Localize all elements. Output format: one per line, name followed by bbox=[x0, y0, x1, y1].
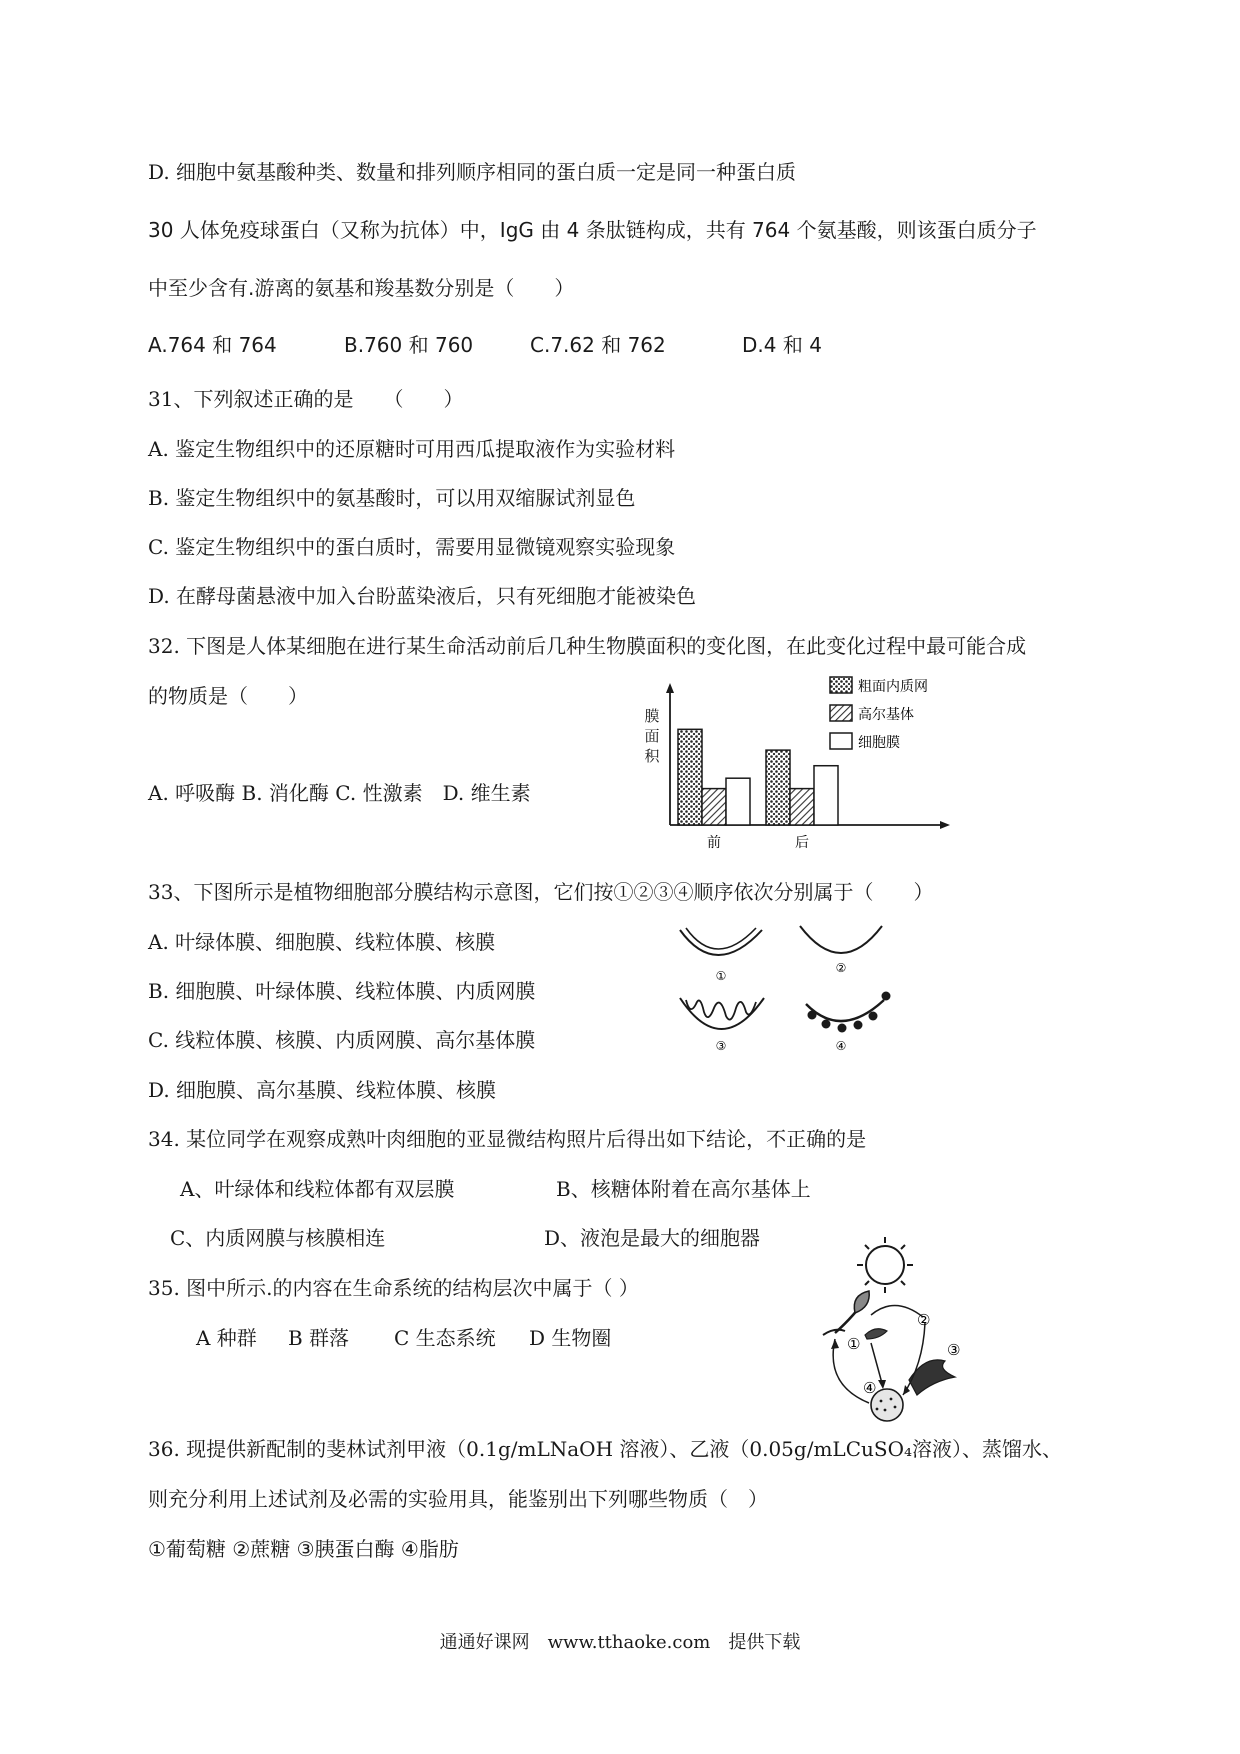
q35-stem: 35. 图中所示.的内容在生命系统的结构层次中属于（ ） bbox=[148, 1276, 639, 1300]
q34-option-c: C、内质网膜与核膜相连 bbox=[170, 1226, 386, 1250]
legend-swatch-3 bbox=[830, 733, 852, 749]
membrane-2-label: ② bbox=[835, 961, 847, 975]
q34-option-d: D、液泡是最大的细胞器 bbox=[544, 1226, 761, 1250]
sun-icon bbox=[857, 1237, 913, 1293]
q33-option-b: B. 细胞膜、叶绿体膜、线粒体膜、内质网膜 bbox=[148, 979, 536, 1003]
ribosome bbox=[854, 1021, 863, 1030]
eco-label-4: ④ bbox=[863, 1379, 877, 1397]
y-axis-label-char-3: 积 bbox=[644, 747, 660, 765]
membrane-3-label: ③ bbox=[715, 1039, 727, 1053]
q36-items: ①葡萄糖 ②蔗糖 ③胰蛋白酶 ④脂肪 bbox=[148, 1537, 459, 1561]
bar-before-series-1 bbox=[678, 729, 702, 825]
q32-stem-line2: 的物质是（ ） bbox=[148, 684, 308, 708]
q35-options bbox=[196, 1326, 636, 1350]
membrane-structure-figure bbox=[676, 920, 936, 1055]
q34-option-b: B、核糖体附着在高尔基体上 bbox=[556, 1177, 811, 1201]
eco-label-1: ① bbox=[847, 1335, 861, 1353]
q33-option-d: D. 细胞膜、高尔基膜、线粒体膜、核膜 bbox=[148, 1078, 497, 1102]
legend-label-2: 高尔基体 bbox=[858, 707, 914, 723]
y-axis-label-char-2: 面 bbox=[644, 727, 660, 745]
legend-swatch-1 bbox=[830, 677, 852, 693]
eco-label-3: ③ bbox=[947, 1341, 961, 1359]
membrane-2 bbox=[800, 926, 882, 953]
q31-stem: 31、下列叙述正确的是 （ ） bbox=[148, 387, 464, 411]
q30-options bbox=[148, 333, 848, 357]
q34-stem: 34. 某位同学在观察成熟叶肉细胞的亚显微结构照片后得出如下结论，不正确的是 bbox=[148, 1127, 867, 1151]
q35-option-d: D 生物圈 bbox=[529, 1326, 612, 1350]
q31-option-a: A. 鉴定生物组织中的还原糖时可用西瓜提取液作为实验材料 bbox=[148, 437, 676, 461]
q32-options: A. 呼吸酶 B. 消化酶 C. 性激素 D. 维生素 bbox=[148, 781, 531, 805]
q36-stem-line1: 36. 现提供新配制的斐林试剂甲液（0.1g/mLNaOH 溶液）、乙液（0.05g/mLCuSO₄溶液）、蒸馏水、 bbox=[148, 1437, 1062, 1461]
bar-before-series-3 bbox=[726, 778, 750, 825]
x-tick-label: 前 bbox=[707, 835, 721, 851]
x-tick-label: 后 bbox=[795, 835, 809, 851]
q33-option-a: A. 叶绿体膜、细胞膜、线粒体膜、核膜 bbox=[148, 930, 496, 954]
ribosome bbox=[882, 992, 891, 1001]
ribosome bbox=[822, 1020, 831, 1029]
ecosystem-figure bbox=[805, 1235, 975, 1425]
q30-option-c: C.7.62 和 762 bbox=[530, 333, 666, 357]
bar-after-series-3 bbox=[814, 766, 838, 825]
q30-option-b: B.760 和 760 bbox=[344, 333, 474, 357]
q29-option-d: D. 细胞中氨基酸种类、数量和排列顺序相同的蛋白质一定是同一种蛋白质 bbox=[148, 160, 797, 184]
q30-option-a: A.764 和 764 bbox=[148, 333, 277, 357]
q31-option-c: C. 鉴定生物组织中的蛋白质时，需要用显微镜观察实验现象 bbox=[148, 535, 676, 559]
ribosome bbox=[838, 1024, 847, 1033]
q35-option-c: C 生态系统 bbox=[394, 1326, 496, 1350]
q35-option-a: A 种群 bbox=[196, 1326, 257, 1350]
q36-stem-line2: 则充分利用上述试剂及必需的实验用具，能鉴别出下列哪些物质（ ） bbox=[148, 1487, 768, 1511]
q32-stem-line1: 32. 下图是人体某细胞在进行某生命活动前后几种生物膜面积的变化图，在此变化过程中最可能合成 bbox=[148, 634, 1027, 658]
insect-icon bbox=[865, 1329, 887, 1339]
y-axis-label-char-1: 膜 bbox=[644, 707, 660, 725]
plant-icon bbox=[823, 1291, 869, 1335]
bar-after-series-1 bbox=[766, 750, 790, 825]
q34-option-a: A、叶绿体和线粒体都有双层膜 bbox=[180, 1177, 455, 1201]
cycle-arrow-top bbox=[871, 1305, 923, 1317]
q31-option-d: D. 在酵母菌悬液中加入台盼蓝染液后，只有死细胞才能被染色 bbox=[148, 584, 697, 608]
q33-stem: 33、下图所示是植物细胞部分膜结构示意图，它们按①②③④顺序依次分别属于（ ） bbox=[148, 880, 934, 904]
bar-after-series-2 bbox=[790, 789, 814, 825]
membrane-4-label: ④ bbox=[835, 1039, 847, 1053]
q35-option-b: B 群落 bbox=[288, 1326, 350, 1350]
q33-option-c: C. 线粒体膜、核膜、内质网膜、高尔基体膜 bbox=[148, 1028, 536, 1052]
ribosome bbox=[808, 1011, 817, 1020]
legend-label-3: 细胞膜 bbox=[858, 735, 900, 751]
q30-stem-line2: 中至少含有.游离的氨基和羧基数分别是（ ） bbox=[148, 276, 575, 300]
legend-swatch-2 bbox=[830, 705, 852, 721]
q30-stem-line1: 30 人体免疫球蛋白（又称为抗体）中，IgG 由 4 条肽链构成，共有 764 个氨基酸，则该蛋白质分子 bbox=[148, 218, 1037, 242]
bar-before-series-2 bbox=[702, 789, 726, 825]
y-axis-arrow bbox=[666, 683, 674, 693]
x-axis-arrow bbox=[940, 821, 950, 829]
legend-label-1: 粗面内质网 bbox=[858, 679, 928, 695]
ribosome bbox=[869, 1012, 878, 1021]
bird-icon bbox=[909, 1360, 955, 1395]
q30-option-d: D.4 和 4 bbox=[742, 333, 822, 357]
membrane-1-label: ① bbox=[715, 969, 727, 983]
eco-label-2: ② bbox=[917, 1311, 931, 1329]
footer-source: 通通好课网 www.tthaoke.com 提供下载 bbox=[439, 1632, 801, 1653]
q31-option-b: B. 鉴定生物组织中的氨基酸时，可以用双缩脲试剂显色 bbox=[148, 486, 636, 510]
membrane-area-bar-chart bbox=[640, 675, 960, 855]
